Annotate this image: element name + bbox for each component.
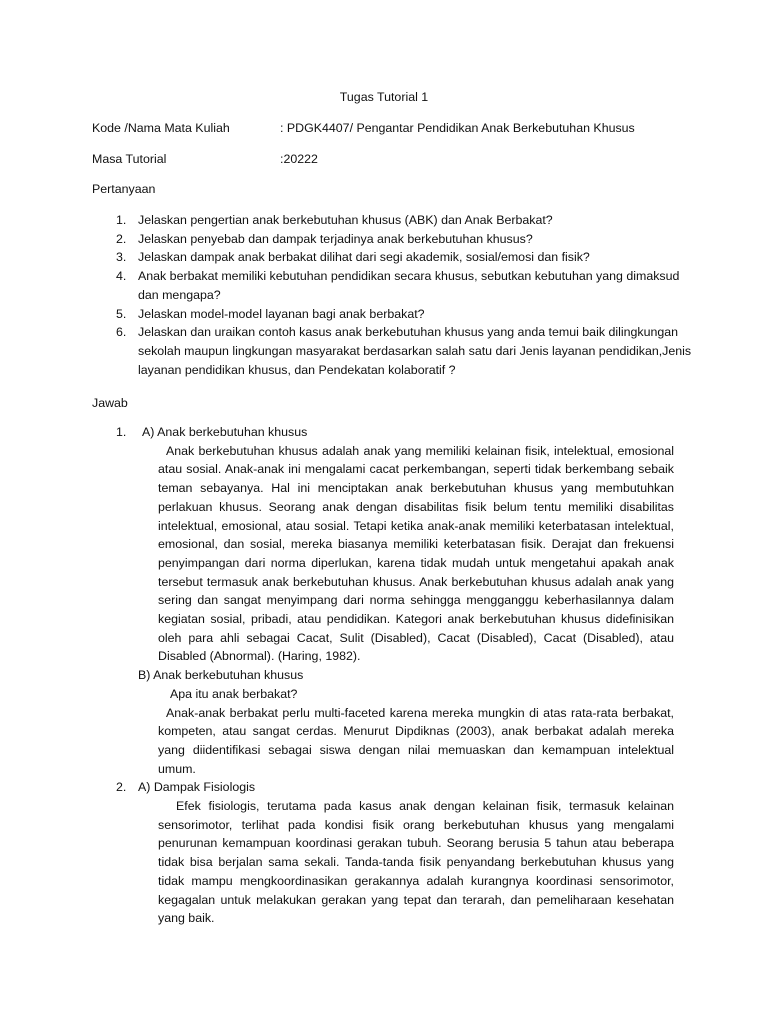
question-text: Anak berbakat memiliki kebutuhan pendidikan secara khusus, sebutkan kebutuhan yang dimaksud dan mengapa? bbox=[138, 269, 680, 302]
meta-value: :20222 bbox=[280, 152, 318, 166]
item-number: 2. bbox=[116, 231, 127, 246]
answer-2a-heading: A) Dampak Fisiologis bbox=[138, 780, 256, 795]
list-item bbox=[92, 211, 692, 230]
list-item bbox=[92, 230, 692, 249]
answers-section bbox=[92, 423, 682, 928]
answer-2 bbox=[92, 778, 682, 928]
item-number: 1. bbox=[116, 213, 127, 227]
meta-label: Kode /Nama Mata Kuliah bbox=[92, 121, 230, 135]
item-number: 5. bbox=[116, 306, 127, 321]
answer-1 bbox=[92, 423, 682, 778]
question-text: Jelaskan dan uraikan contoh kasus anak berkebutuhan khusus yang anda temui baik dilingkungan sekolah maupun lingkungan masyarakat berdasarkan salah satu dari Jenis layanan pendidikan,Jenis layanan pendidikan khusus, dan Pendekatan kolaboratif ? bbox=[138, 325, 692, 377]
answer-1a-heading: A) Anak berkebutuhan khusus bbox=[142, 425, 308, 439]
answer-1b-question: Apa itu anak berbakat? bbox=[170, 686, 298, 701]
answer-1a-paragraph: Anak berkebutuhan khusus adalah anak yang memiliki kelainan fisik, intelektual, emosional atau sosial. Anak-anak ini mengalami cacat perkembangan, seperti tidak berkembang sebaik teman sebayanya. Hal ini menciptakan anak berkebutuhan khusus yang membutuhkan perlakuan khusus. Seorang anak dengan disabilitas fisik belum tentu memiliki disabilitas intelektual, emosional, atau sosial. Tetapi ketika anak-anak memiliki keterbatasan intelektual, emosional, dan sosial, mereka biasanya memiliki keterbatasan fisik. Derajat dan frekuensi penyimpangan dari norma diperlukan, karena tidak mudah untuk mengetahui apakah anak tersebut termasuk anak berkebutuhan khusus. Anak berkebutuhan khusus adalah anak yang sering dan sangat menyimpang dari norma sehingga mengganggu keberhasilannya dalam kegiatan sosial, pribadi, atau pendidikan. Kategori anak berkebutuhan khusus didefinisikan oleh para ahli sebagai Cacat, Sulit (Disabled), Cacat (Disabled), Cacat (Disabled), atau Disabled (Abnormal). (Haring, 1982). bbox=[158, 443, 674, 664]
meta-value: : PDGK4407/ Pengantar Pendidikan Anak Berkebutuhan Khusus bbox=[280, 121, 635, 135]
answer-1b-paragraph: Anak-anak berbakat perlu multi-faceted karena mereka mungkin di atas rata-rata berbakat, kompeten, atau sangat cerdas. Menurut Dipdiknas (2003), anak berbakat adalah mereka yang diidentifikasi sebagai siswa dengan nilai memuaskan dan kemampuan intelektual umum. bbox=[158, 705, 674, 776]
item-number: 6. bbox=[116, 325, 127, 340]
answer-1b-heading: B) Anak berkebutuhan khusus bbox=[138, 668, 304, 683]
list-item bbox=[92, 323, 692, 379]
questions-heading: Pertanyaan bbox=[92, 182, 156, 196]
item-number: 2. bbox=[116, 780, 127, 795]
item-number: 1. bbox=[116, 425, 127, 439]
item-number: 4. bbox=[116, 269, 127, 284]
question-text: Jelaskan dampak anak berbakat dilihat dari segi akademik, sosial/emosi dan fisik? bbox=[138, 250, 590, 265]
question-text: Jelaskan model-model layanan bagi anak berbakat? bbox=[138, 306, 425, 321]
answer-2a-paragraph: Efek fisiologis, terutama pada kasus anak dengan kelainan fisik, termasuk kelainan sensorimotor, terlihat pada kondisi fisik orang berkebutuhan khusus yang mengalami penurunan kemampuan koordinasi gerakan tubuh. Seorang berusia 5 tahun atau beberapa tidak bisa berjalan sama sekali. Tanda-tanda fisik penyandang berkebutuhan khusus yang tidak mampu mengkoordinasikan gerakannya adalah kurangnya koordinasi sensorimotor, kegagalan untuk melakukan gerakan yang tepat dan terarah, dan pemeliharaan kesehatan yang baik. bbox=[158, 799, 674, 926]
question-text: Jelaskan penyebab dan dampak terjadinya anak berkebutuhan khusus? bbox=[138, 231, 533, 246]
list-item bbox=[92, 305, 692, 324]
document-title: Tugas Tutorial 1 bbox=[339, 90, 429, 104]
answers-heading: Jawab bbox=[92, 396, 128, 410]
list-item bbox=[92, 248, 692, 267]
meta-label: Masa Tutorial bbox=[92, 152, 167, 166]
question-list bbox=[92, 211, 692, 379]
question-text: Jelaskan pengertian anak berkebutuhan khusus (ABK) dan Anak Berbakat? bbox=[138, 213, 553, 227]
list-item bbox=[92, 267, 692, 304]
item-number: 3. bbox=[116, 250, 127, 265]
